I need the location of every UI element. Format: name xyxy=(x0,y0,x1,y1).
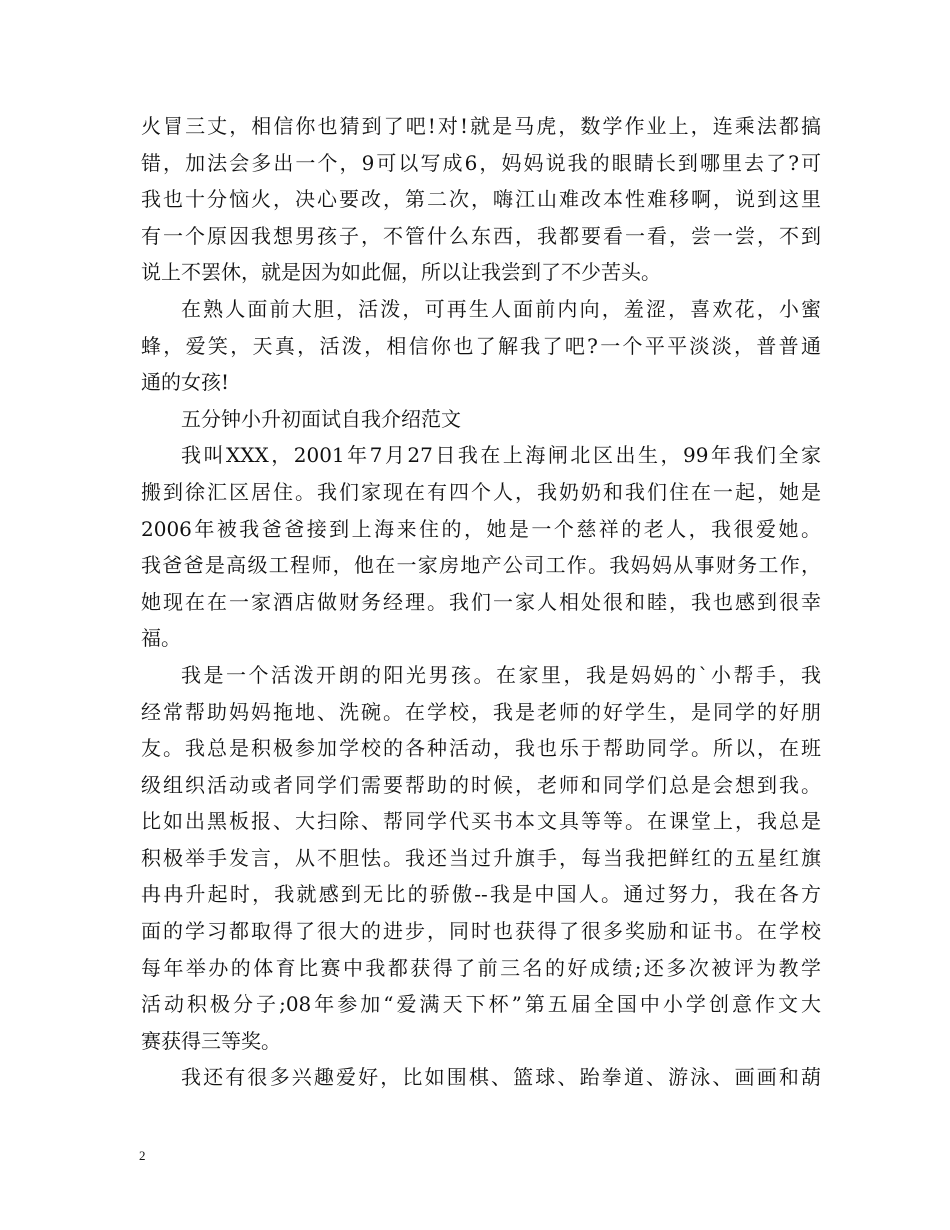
text-line: 比如出黑板报、大扫除、帮同学代买书本文具等等。在课堂上，我总是 xyxy=(141,809,821,834)
text-line: 说上不罢休，就是因为如此倔，所以让我尝到了不少苦头。 xyxy=(141,260,661,285)
text-line: 通的女孩! xyxy=(141,370,230,395)
text-line: 有一个原因我想男孩子，不管什么东西，我都要看一看，尝一尝，不到 xyxy=(141,223,821,248)
page-number: 2 xyxy=(139,1148,146,1163)
text-line: 火冒三丈，相信你也猜到了吧!对!就是马虎，数学作业上，连乘法都搞 xyxy=(141,114,821,138)
text-line: 搬到徐汇区居住。我们家现在有四个人，我奶奶和我们住在一起，她是 xyxy=(141,479,821,504)
text-line: 级组织活动或者同学们需要帮助的时候，老师和同学们总是会想到我。 xyxy=(141,772,821,797)
text-line: 错，加法会多出一个，9可以写成6，妈妈说我的眼睛长到哪里去了?可 xyxy=(141,150,821,175)
text-line: 面的学习都取得了很大的进步，同时也获得了很多奖励和证书。在学校 xyxy=(141,919,821,944)
text-line: 冉冉升起时，我就感到无比的骄傲--我是中国人。通过努力，我在各方 xyxy=(141,882,821,907)
document-body xyxy=(141,108,821,1096)
text-line: 每年举办的体育比赛中我都获得了前三名的好成绩;还多次被评为教学 xyxy=(141,955,821,980)
text-line: 我爸爸是高级工程师，他在一家房地产公司工作。我妈妈从事财务工作， xyxy=(141,553,821,578)
text-line: 我也十分恼火，决心要改，第二次，嗨江山难改本性难移啊，说到这里 xyxy=(141,187,821,212)
section-heading: 五分钟小升初面试自我介绍范文 xyxy=(181,406,461,431)
text-line: 我还有很多兴趣爱好，比如围棋、篮球、跆拳道、游泳、画画和葫 xyxy=(181,1065,821,1090)
text-line: 友。我总是积极参加学校的各种活动，我也乐于帮助同学。所以，在班 xyxy=(141,736,821,761)
text-line: 她现在在一家酒店做财务经理。我们一家人相处很和睦，我也感到很幸 xyxy=(141,589,821,614)
text-line: 在熟人面前大胆，活泼，可再生人面前内向，羞涩，喜欢花，小蜜 xyxy=(181,296,821,321)
text-line: 我叫XXX，2001年7月27日我在上海闸北区出生，99年我们全家 xyxy=(181,443,821,468)
text-line: 积极举手发言，从不胆怯。我还当过升旗手，每当我把鲜红的五星红旗 xyxy=(141,845,821,870)
text-line: 经常帮助妈妈拖地、洗碗。在学校，我是老师的好学生，是同学的好朋 xyxy=(141,699,821,724)
text-line: 蜂，爱笑，天真，活泼，相信你也了解我了吧?一个平平淡淡，普普通 xyxy=(141,333,821,358)
text-line: 2006年被我爸爸接到上海来住的，她是一个慈祥的老人，我很爱她。 xyxy=(141,516,821,541)
text-line: 福。 xyxy=(141,626,181,651)
text-line: 我是一个活泼开朗的阳光男孩。在家里，我是妈妈的`小帮手，我 xyxy=(181,662,821,687)
text-line: 活动积极分子;08年参加“爱满天下杯”第五届全国中小学创意作文大 xyxy=(141,992,821,1017)
text-line: 赛获得三等奖。 xyxy=(141,1028,281,1053)
